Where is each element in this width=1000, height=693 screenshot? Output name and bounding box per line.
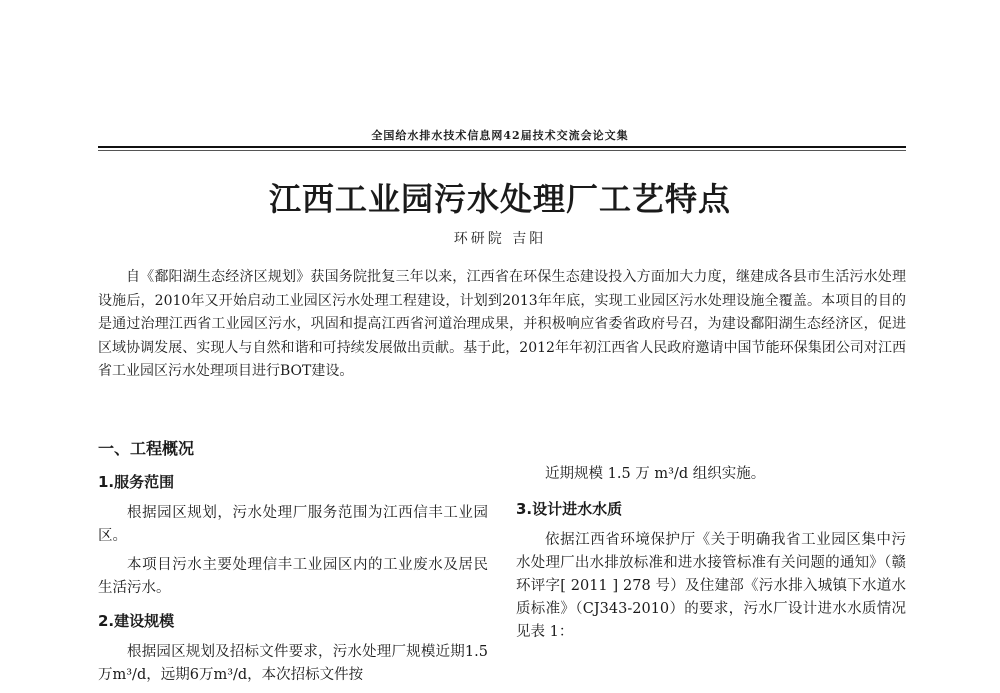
- running-head: 全国给水排水技术信息网42届技术交流会论文集: [371, 129, 629, 142]
- scale-paragraph-continuation: 近期规模 1.5 万 m³/d 组织实施。: [545, 466, 766, 482]
- abstract-paragraph: 自《鄱阳湖生态经济区规划》获国务院批复三年以来，江西省在环保生态建设投入方面加大力度，继建成各县市生活污水处理设施后，2010年又开始启动工业园区污水处理工程建设，计划到2013年年底，实现工业园区污水处理设施全覆盖。本项目的目的是通过治理江西省工业园区污水，巩固和提高江西省河道治理成果，并积极响应省委省政府号召，为建设鄱阳湖生态经济区，促进区域协调发展、实现人与自然和谐和可持续发展做出贡献。基于此，2012年年初江西省人民政府邀请中国节能环保集团公司对江西省工业园区污水处理项目进行BOT建设。: [98, 269, 906, 379]
- header-rule-thick: [98, 146, 906, 148]
- subsection-heading-scale: 2.建设规模: [98, 612, 175, 630]
- paper-title: 江西工业园污水处理厂工艺特点: [268, 180, 731, 218]
- service-scope-paragraph-2: 本项目污水主要处理信丰工业园区内的工业废水及居民生活污水。: [98, 557, 488, 596]
- influent-quality-paragraph: 依据江西省环境保护厅《关于明确我省工业园区集中污水处理厂出水排放标准和进水接管标准有关问题的通知》（赣环评字[ 2011 ] 278 号）及住建部《污水排入城镇下水道水质标准》（CJ343-2010）的要求，污水厂设计进水水质情况见表 1：: [516, 532, 906, 640]
- header-rule-thin: [98, 150, 906, 151]
- right-column: [516, 463, 906, 650]
- author-line: 环研院 吉阳: [453, 231, 547, 247]
- subsection-heading-influent-quality: 3.设计进水水质: [516, 500, 623, 518]
- section-heading-overview: 一、工程概况: [98, 439, 195, 458]
- left-column: [98, 436, 488, 693]
- scale-paragraph: 根据园区规划及招标文件要求，污水处理厂规模近期1.5万m³/d，远期6万m³/d，本次招标文件按: [98, 644, 488, 683]
- subsection-heading-service-scope: 1.服务范围: [98, 473, 175, 491]
- service-scope-paragraph-1: 根据园区规划，污水处理厂服务范围为江西信丰工业园区。: [98, 505, 488, 544]
